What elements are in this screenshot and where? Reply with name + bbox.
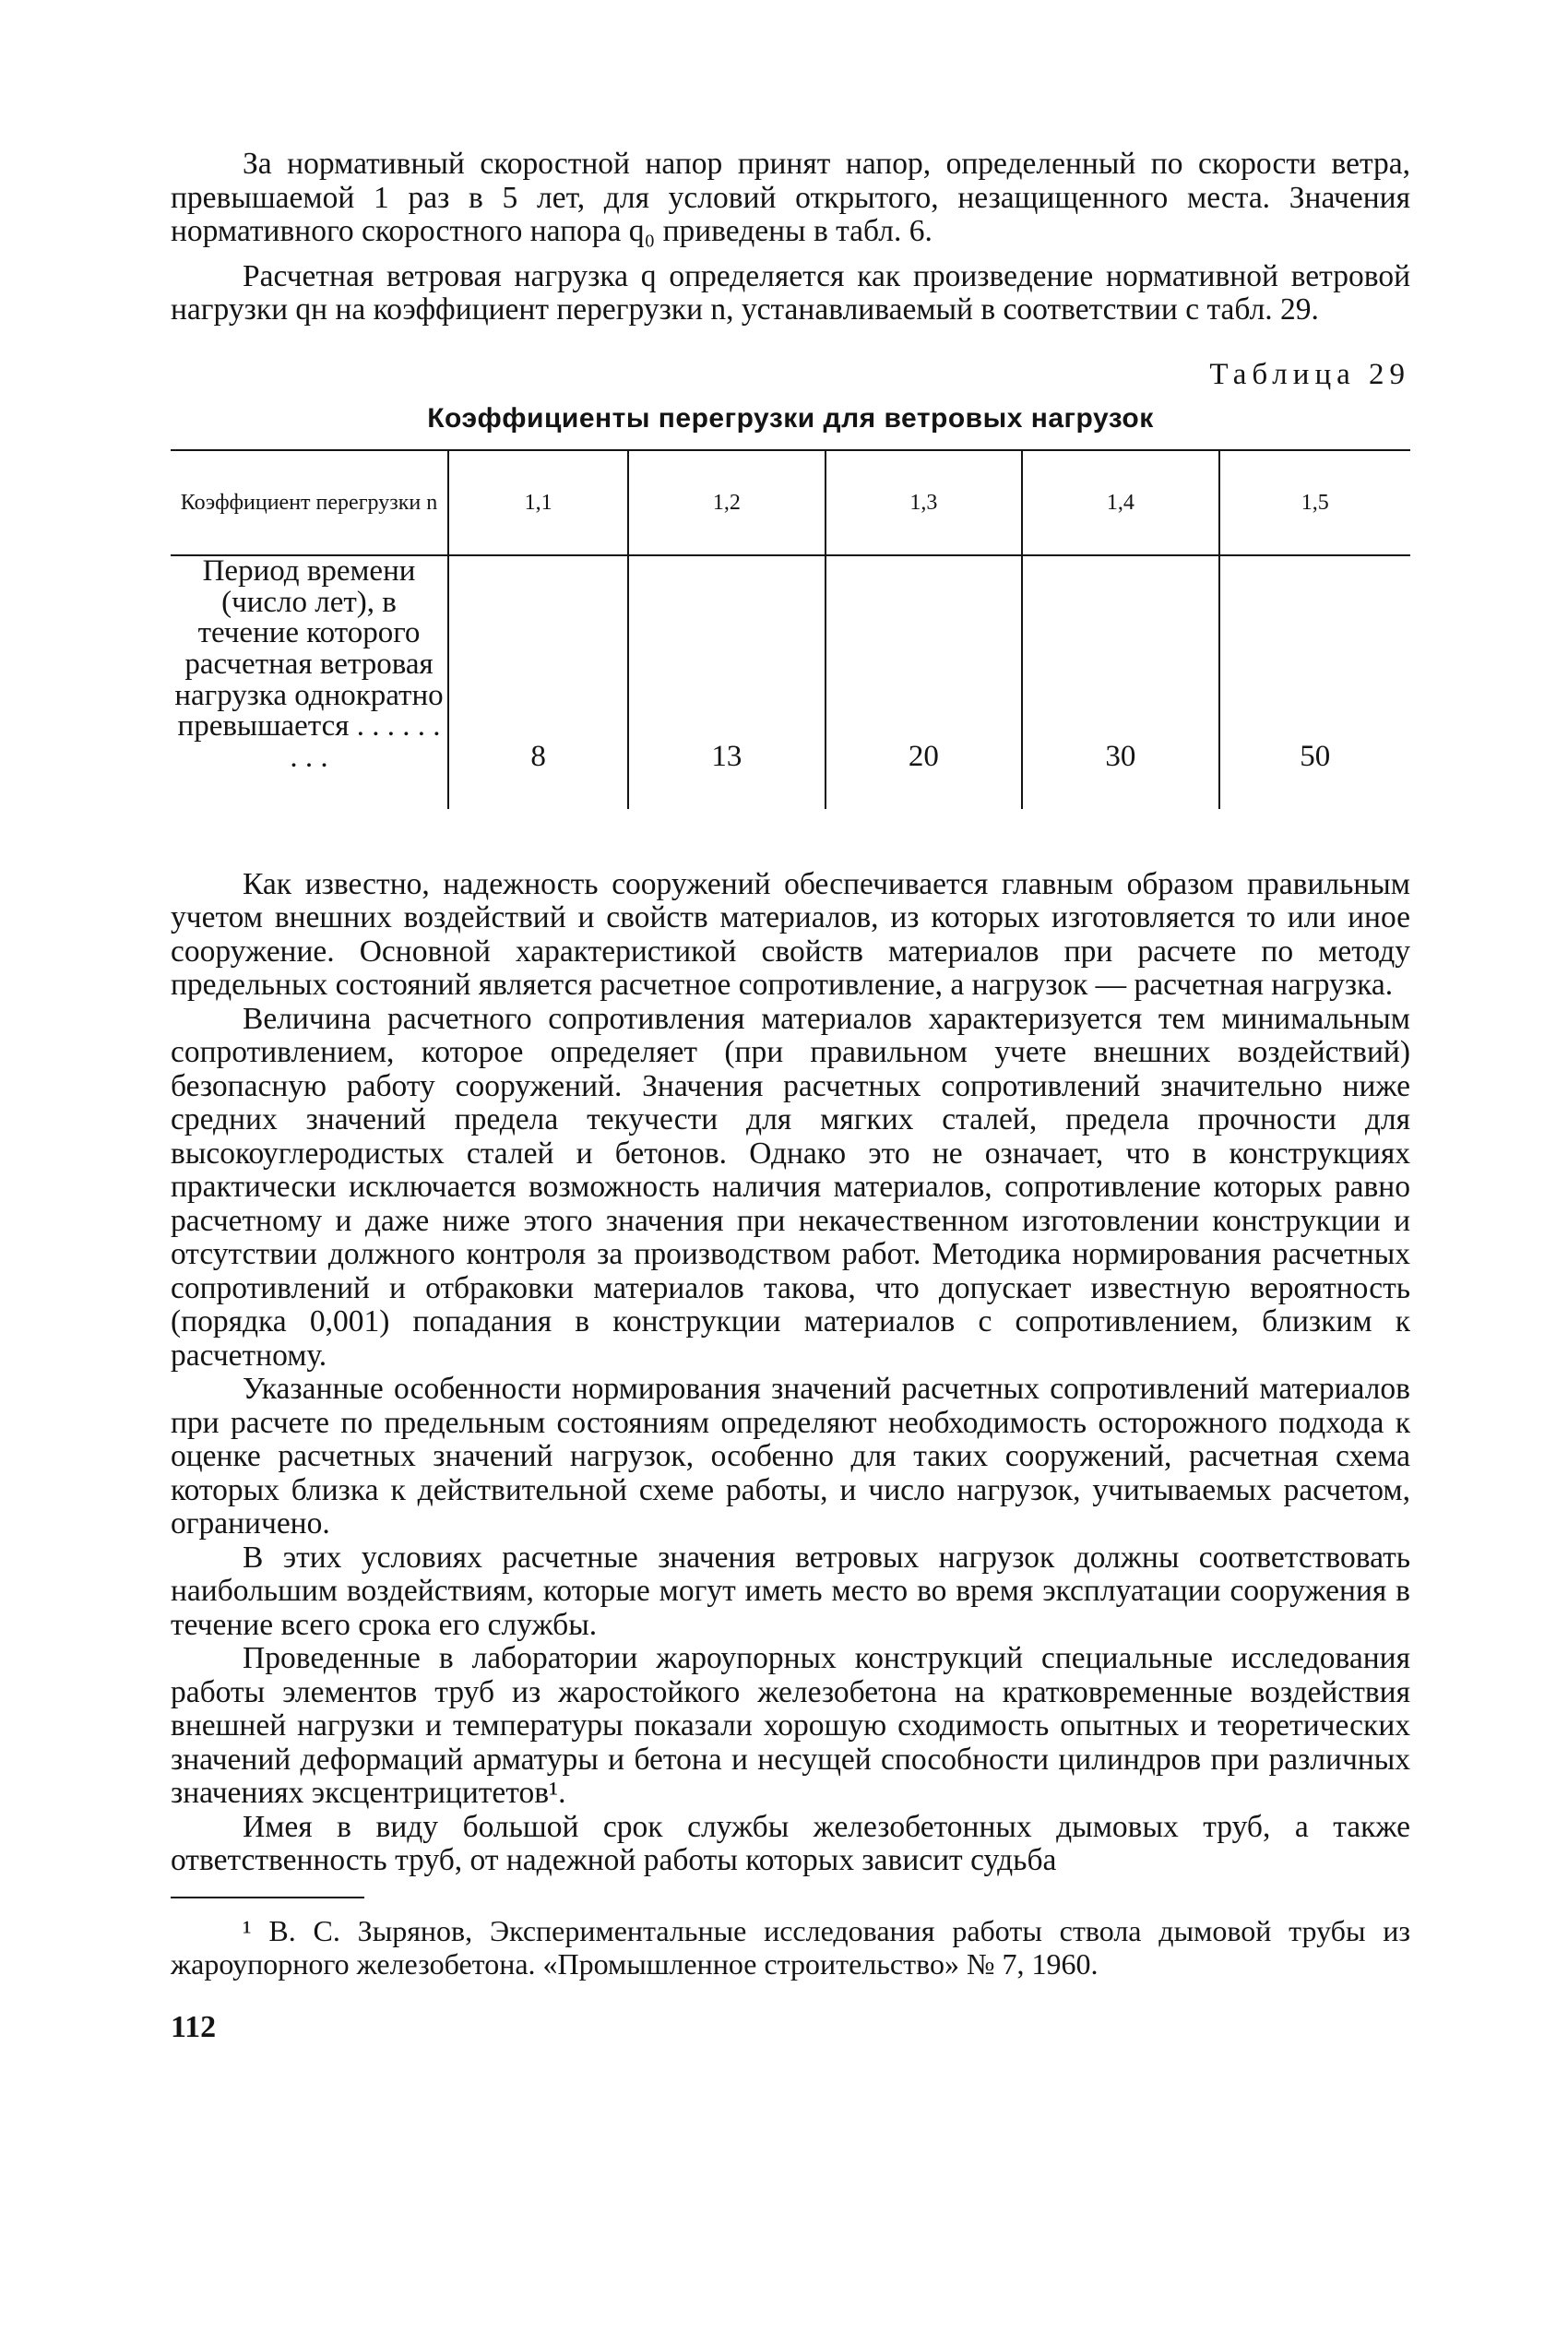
table-row-label [171,555,448,809]
paragraph: Имея в виду большой срок службы железобетонных дымовых труб, а также ответственность труб, от надежной работы которых зависит судьба [171,1809,1410,1878]
paragraph: За нормативный скоростной напор принят напор, определенный по скорости ветра, превышаемой 1 раз в 5 лет, для условий открытого, незащищенного места. Значения нормативного скоростного напора q₀ приведены в табл. 6. [171,147,1410,248]
table-header-cell: 1,3 [826,450,1022,555]
table-cell: 13 [628,555,825,809]
paragraph: Величина расчетного сопротивления материалов характеризуется тем минимальным сопротивлением, которое определяет (при правильном учете внешних воздействий) безопасную работу сооружений. Значения расчетных сопротивлений значительно ниже средних значений предела текучести для мягких сталей, предела прочности для высокоуглеродистых сталей и бетонов. Однако это не означает, что в конструкциях практически исключается возможность наличия материалов, сопротивление которых равно расчетному и даже ниже этого значения при некачественном изготовлении конструкции и отсутствии должного контроля за производством работ. Методика нормирования расчетных сопротивлений и отбраковки материалов такова, что допускает известную вероятность (порядка 0,001) попадания в конструкции материалов с сопротивлением, близким к расчетному. [171,1001,1410,1373]
table-row [171,555,1410,809]
table-header-row [171,450,1410,555]
paragraph: Как известно, надежность сооружений обеспечивается главным образом правильным учетом внешних воздействий и свойств материалов, из которых изготовляется то или иное сооружение. Основной характеристикой свойств материалов при расчете по методу предельных состояний является расчетное сопротивление, а нагрузок — расчетная нагрузка. [171,866,1410,1003]
overload-coefficient-table [171,449,1410,809]
page-content [171,148,1410,2044]
table-cell: 30 [1022,555,1218,809]
footnote: ¹ В. С. Зырянов, Экспериментальные исследования работы ствола дымовой трубы из жароупорного железобетона. «Промышленное строительство» № 7, 1960. [171,1913,1410,1981]
table-header-cell: 1,4 [1022,450,1218,555]
paragraph: Указанные особенности нормирования значений расчетных сопротивлений материалов при расчете по предельным состояниям определяют необходимость осторожного подхода к оценке расчетных значений нагрузок, особенно для таких сооружений, расчетная схема которых близка к действительной схеме работы, и число нагрузок, учитываемых расчетом, ограничено. [171,1372,1410,1541]
paragraph: В этих условиях расчетные значения ветровых нагрузок должны соответствовать наибольшим воздействиям, которые могут иметь место во время эксплуатации сооружения в течение всего срока его службы. [171,1540,1410,1642]
body-text [171,868,1410,1878]
row-label-text: Период времени (число лет), в течение которого расчетная ветровая нагрузка однократно превышается . . . . . . . . . [174,554,444,775]
table-cell: 50 [1219,555,1410,809]
page-number: 112 [171,2010,217,2045]
table-header-cell: 1,2 [628,450,825,555]
paragraph: Проведенные в лаборатории жароупорных конструкций специальные исследования работы элементов труб из жаростойкого железобетона на кратковременные воздействия внешней нагрузки и температуры показали хорошую сходимость опытных и теоретических значений деформаций арматуры и бетона и несущей способности цилиндров при различных значениях эксцентрицитетов¹. [171,1641,1410,1811]
paragraph: Расчетная ветровая нагрузка q определяется как произведение нормативной ветровой нагрузки qн на коэффициент перегрузки n, устанавливаемый в соответствии с табл. 29. [171,258,1410,327]
table-header-cell: 1,5 [1219,450,1410,555]
table-header-cell: 1,1 [448,450,628,555]
table-cell: 20 [826,555,1022,809]
table-title: Коэффициенты перегрузки для ветровых нагрузок [427,403,1154,434]
table-header-label: Коэффициент перегрузки n [171,450,448,555]
table-cell: 8 [448,555,628,809]
table-number: Таблица 29 [1209,357,1410,391]
footnote-divider [171,1897,364,1898]
